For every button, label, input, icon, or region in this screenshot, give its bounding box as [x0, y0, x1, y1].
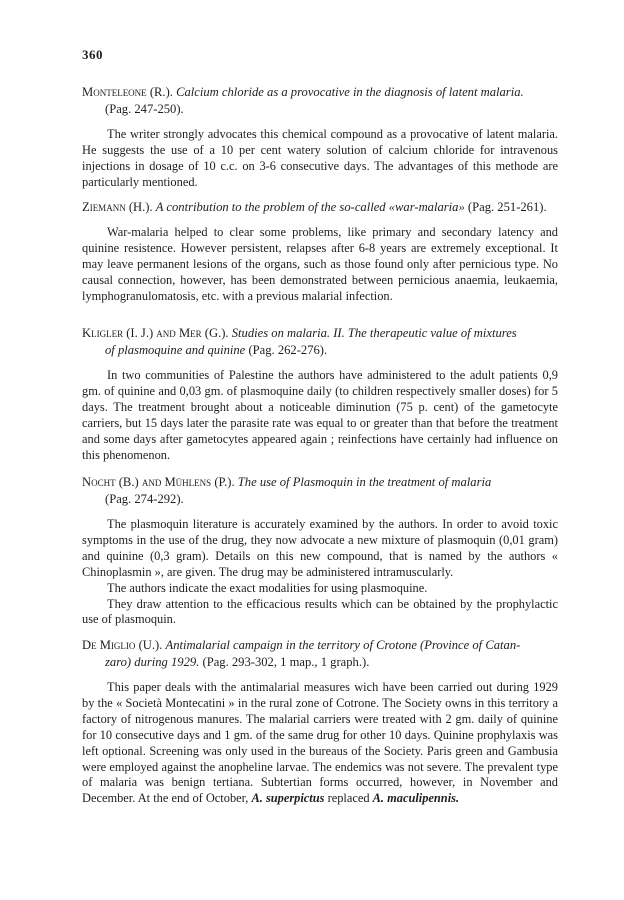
entry-author: Monteleone (R.).	[82, 85, 173, 99]
abstract-entry	[82, 325, 558, 463]
entry-paragraph: They draw attention to the efficacious results which can be obtained by the prophylactic use of plasmoquin.	[82, 596, 558, 627]
entry-paragraph: The plasmoquin literature is accurately examined by the authors. In order to avoid toxic symptoms in the use of the drug, they now advocate a new mixture of plasmoquin (0,01 gram) and quinine (0,3 gram). Details on this new compound, that is named by the authors « Chinoplasmin », are given. The drug may be administered intramuscularly.	[82, 517, 558, 579]
entry-title-continued: zaro) during 1929.	[105, 655, 200, 669]
entry-author: De Miglio (U.).	[82, 638, 163, 652]
species-name: A. maculipennis.	[372, 791, 460, 806]
abstract-entry	[82, 474, 558, 628]
entry-heading	[82, 199, 558, 216]
page-number: 360	[82, 47, 103, 62]
entry-paragraph: War-malaria helped to clear some problems, like primary and secondary latency and quinine resistence. However persistent, relapses after 6-8 years are extremely exceptional. It may leave permanent lesions of the organs, such as those found only after pernicious type. No causal connection, however, has been demonstrated between pernicious anaemia, leukaemia, lymphogranulomatosis, etc. with a previous malarial infection.	[82, 225, 558, 303]
entry-pages: (Pag. 251-261).	[467, 200, 547, 214]
entry-title: A contribution to the problem of the so-called «war-malaria»	[155, 200, 465, 214]
entry-title: Calcium chloride as a provocative in the diagnosis of latent malaria.	[176, 85, 524, 99]
entry-author: Ziemann (H.).	[82, 200, 153, 214]
entry-paragraph: The writer strongly advocates this chemical compound as a provocative of latent malaria. He suggests the use of a 10 per cent watery solution of calcium chloride for intravenous injections in dosage of 10 c.c. on 3-6 consecutive days. The advantages of this methode are particularly mentioned.	[82, 127, 558, 189]
entry-title: The use of Plasmoquin in the treatment of malaria	[237, 475, 492, 489]
abstract-entry	[82, 84, 558, 191]
entry-heading	[82, 325, 558, 359]
entry-pages: (Pag. 293-302, 1 map., 1 graph.).	[202, 655, 370, 669]
entry-paragraph	[82, 680, 558, 807]
entry-author: Nocht (B.) and Mühlens (P.).	[82, 475, 235, 489]
entry-author: Kligler (I. J.) and Mer (G.).	[82, 326, 229, 340]
entry-paragraph: In two communities of Palestine the authors have administered to the adult patients 0,9 gm. of quinine and 0,03 gm. of plasmoquine daily (to children respectively smaller doses) for 5 days. The treatment brought about a noticeable diminution (75 p. cent) of the gametocyte carriers, but 15 days later the parasite rate was equal to or greater than that before the treatment and some days after gametocytes appeared again ; reinfections have certainly had influence on this phenomenon.	[82, 368, 558, 462]
abstract-entry	[82, 199, 558, 305]
entry-heading	[82, 474, 558, 508]
species-name: A. superpictus	[251, 791, 325, 806]
paragraph-text: This paper deals with the antimalarial measures wich have been carried out during 1929 by the « Società Montecatini » in the rural zone of Cotrone. The Society owns in this territory a factory of nitrogenous manures. The malarial carriers were treated with 2 gm. daily of quinine for 10 consecutive days and 1 gm. of the same drug for other 10 days. Quinine prophylaxis was left optional. Screening was only used in the bureaus of the Society. Paris green and Gambusia were employed against the anopheline larvae. The endemics was not severe. The prevalent type of malaria was benign tertiana. Subtertian forms occurred, however, in November and December. At the end of October,	[82, 680, 558, 806]
entry-paragraph: The authors indicate the exact modalities for using plasmoquine.	[107, 580, 428, 595]
abstract-entry	[82, 637, 558, 807]
entry-title-continued: of plasmoquine and quinine	[105, 343, 246, 357]
entry-pages: (Pag. 274-292).	[105, 492, 184, 506]
entry-heading	[82, 84, 558, 118]
entry-title: Antimalarial campaign in the territory of Crotone (Province of Catan-	[165, 638, 521, 652]
entry-heading	[82, 637, 558, 671]
entry-pages: (Pag. 262-276).	[248, 343, 328, 357]
entry-title: Studies on malaria. II. The therapeutic value of mixtures	[231, 326, 517, 340]
entry-pages: (Pag. 247-250).	[105, 102, 184, 116]
paragraph-text: replaced	[327, 791, 370, 806]
